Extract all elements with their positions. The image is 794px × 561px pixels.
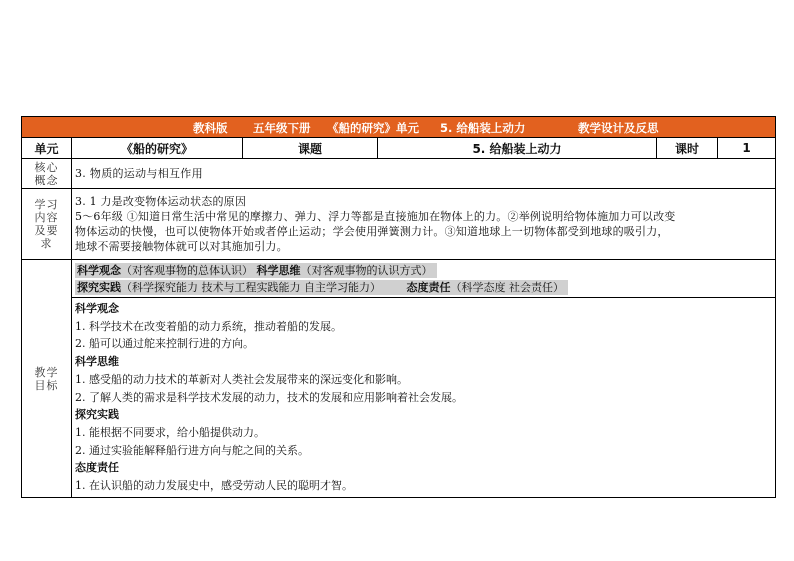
title-doc-type: 教学设计及反思 (578, 121, 659, 135)
goal-heading: 态度责任 (75, 461, 119, 475)
core-literacy-strip-2: 探究实践（科学探究能力 技术与工程实践能力 自主学习能力） 态度责任（科学态度 社会责任） (75, 280, 568, 295)
teaching-goals-row (22, 260, 775, 497)
core-literacy-strip-1: 科学观念（对客观事物的总体认识） 科学思维（对客观事物的认识方式） (75, 263, 437, 278)
goal-heading: 科学观念 (75, 302, 119, 315)
requirement-line: 地球不需要接触物体就可以对其施加引力。 (75, 240, 288, 253)
goal-item: 2. 船可以通过舵来控制行进的方向。 (75, 337, 254, 351)
teaching-goals-label: 教学 目标 (22, 260, 72, 497)
goal-item: 1. 科学技术在改变着船的动力系统，推动着船的发展。 (75, 319, 342, 333)
requirement-line: 5～6年级 ①知道日常生活中常见的摩擦力、弹力、浮力等都是直接施加在物体上的力。②举例说明给物体施加力可以改变 (75, 210, 676, 223)
core-concept-text: 3. 物质的运动与相互作用 (75, 167, 203, 180)
goal-item: 2. 了解人类的需求是科学技术发展的动力，技术的发展和应用影响着社会发展。 (75, 390, 463, 404)
period-label: 课时 (657, 138, 718, 158)
goal-item: 1. 感受船的动力技术的革新对人类社会发展带来的深远变化和影响。 (75, 372, 408, 386)
goal-item: 1. 在认识船的动力发展史中，感受劳动人民的聪明才智。 (75, 479, 353, 492)
core-concept-row (22, 159, 775, 189)
requirement-line: 3. 1 力是改变物体运动状态的原因 (75, 195, 247, 208)
goal-item: 1. 能根据不同要求，给小船提供动力。 (75, 425, 265, 439)
unit-label: 单元 (22, 138, 72, 158)
header-row (22, 138, 775, 159)
title-unit: 《船的研究》单元 (327, 121, 419, 135)
topic-value: 5. 给船装上动力 (378, 138, 657, 158)
lesson-plan-table (21, 116, 776, 498)
requirement-line: 物体运动的快慢，也可以使物体开始或者停止运动；学会使用弹簧测力计。③知道地球上一切物体都受到地球的吸引力， (75, 225, 669, 238)
goal-heading: 科学思维 (75, 355, 119, 369)
title-lesson: 5. 给船装上动力 (440, 121, 526, 135)
core-concept-label: 核心 概念 (22, 159, 72, 188)
learning-requirements-label: 学习 内容 及要 求 (22, 189, 72, 259)
title-grade: 五年级下册 (253, 121, 311, 135)
period-value: 1 (742, 141, 751, 155)
title-bar (22, 117, 775, 138)
learning-requirements-row (22, 189, 775, 260)
goal-heading: 探究实践 (75, 408, 119, 422)
title-publisher: 教科版 (193, 121, 228, 135)
goal-item: 2. 通过实验能解释船行进方向与舵之间的关系。 (75, 443, 309, 457)
topic-label: 课题 (243, 138, 378, 158)
unit-value: 《船的研究》 (72, 138, 243, 158)
